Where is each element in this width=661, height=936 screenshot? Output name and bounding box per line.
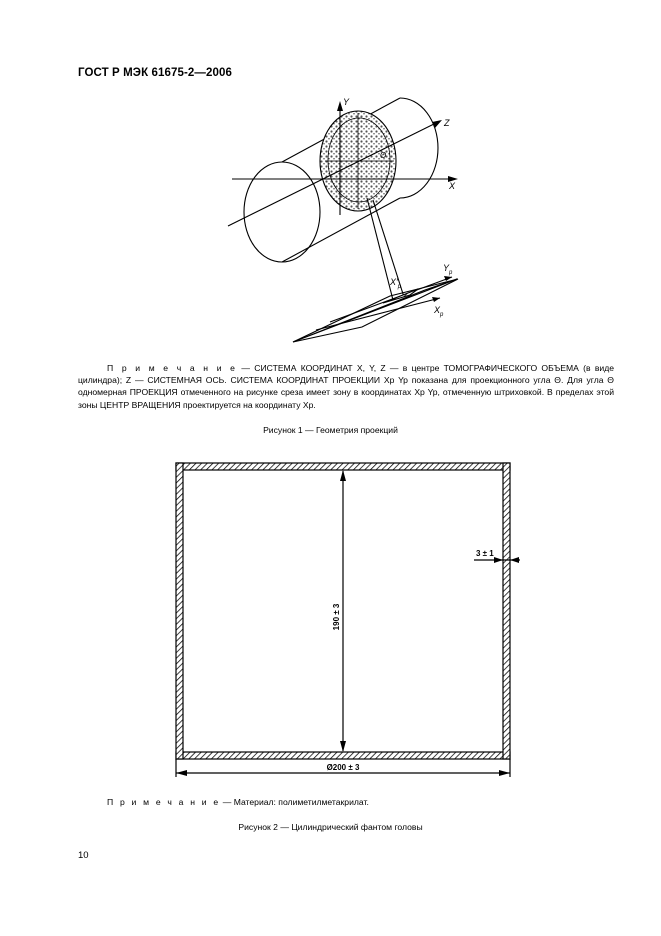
phantom-wall-top	[176, 463, 510, 470]
cylinder-back-end	[400, 98, 438, 198]
axis-y-label: Y	[343, 97, 350, 107]
note-text: — СИСТЕМА КООРДИНАТ X, Y, Z — в центре ТОМОГРАФИЧЕСКОГО ОБЪЕМА (в виде цилиндра); Z — СИСТЕМНАЯ ОСЬ. СИСТЕМА КООРДИНАТ ПРОЕКЦИИ Xp Yp показана для проекционного угла Θ. Для угла Θ одномерная ПРОЕКЦИЯ отмеченного на рисунке среза имеет зону в координатах Xp Yp, отмеченную штриховкой. В пределах этой зоны ЦЕНТР ВРАЩЕНИЯ проектируется на координату Xp.	[78, 363, 614, 410]
figure-2-caption: Рисунок 2 — Цилиндрический фантом головы	[238, 822, 423, 832]
proj-xp-label: $X_p$	[434, 305, 444, 318]
theta-label: Θ	[380, 151, 387, 160]
proj-x-prime-label: $X'_p$	[390, 277, 402, 290]
page-header-standard: ГОСТ Р МЭК 61675-2—2006	[78, 67, 232, 79]
phantom-wall-left	[176, 463, 183, 759]
figure-2-note	[107, 797, 369, 807]
phantom-wall-right	[503, 463, 510, 759]
axis-z-label: Z	[444, 118, 450, 128]
proj-yp-label: $Y_p$	[443, 263, 453, 276]
figure-1-projection-geometry	[0, 0, 661, 360]
note-lead: П р и м е ч а н и е	[107, 797, 221, 807]
figure-1-note	[78, 362, 614, 411]
wall-dimension-label: 3 ± 1	[476, 549, 494, 558]
figure-1-caption: Рисунок 1 — Геометрия проекций	[263, 425, 398, 435]
page-number: 10	[78, 850, 89, 861]
note-text: — Материал: полиметилметакрилат.	[220, 797, 369, 807]
height-dimension-label: 190 ± 3	[332, 603, 341, 631]
width-dimension-label: Ø200 ± 3	[326, 763, 360, 772]
detector-plane	[293, 279, 457, 342]
figure-2-head-phantom	[0, 455, 661, 790]
axis-x-label: X	[449, 181, 456, 191]
note-lead: П р и м е ч а н и е	[107, 363, 238, 373]
phantom-wall-bottom	[176, 752, 510, 759]
